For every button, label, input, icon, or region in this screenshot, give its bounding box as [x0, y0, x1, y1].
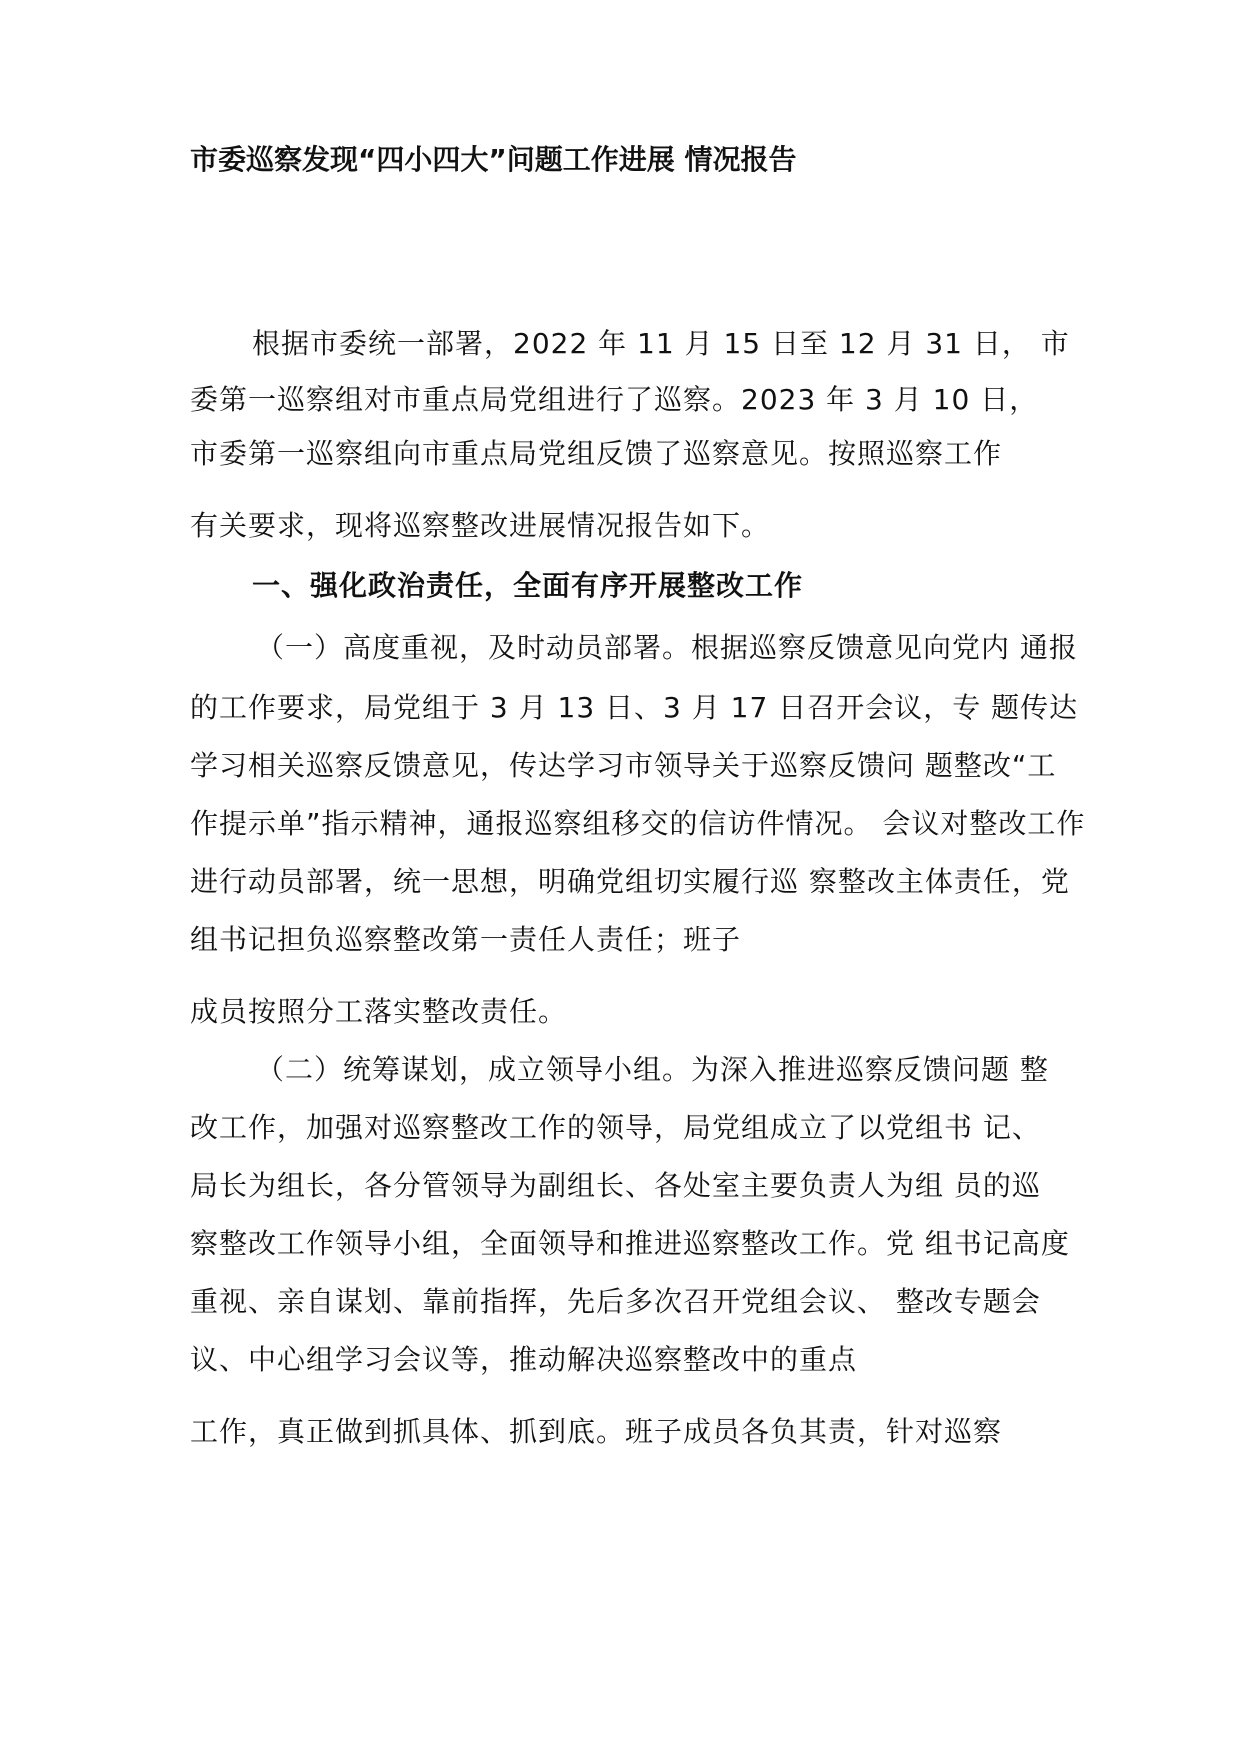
paragraph-line: 议、中心组学习会议等，推动解决巡察整改中的重点 [190, 1343, 858, 1376]
paragraph-line: （一）高度重视，及时动员部署。根据巡察反馈意见向党内 通报 [256, 631, 1078, 664]
paragraph-line: 作提示单”指示精神，通报巡察组移交的信访件情况。 会议对整改工作 [190, 807, 1086, 840]
paragraph-line: 市委第一巡察组向市重点局党组反馈了巡察意见。按照巡察工作 [190, 437, 1003, 470]
paragraph-line: 工作，真正做到抓具体、抓到底。班子成员各负其责，针对巡察 [190, 1415, 1003, 1448]
paragraph-line: 学习相关巡察反馈意见，传达学习市领导关于巡察反馈问 题整改“工 [190, 749, 1057, 782]
paragraph-line: 局长为组长，各分管领导为副组长、各处室主要负责人为组 员的巡 [190, 1169, 1041, 1202]
paragraph-line: 重视、亲自谋划、靠前指挥，先后多次召开党组会议、 整改专题会 [190, 1285, 1041, 1318]
paragraph-line: 成员按照分工落实整改责任。 [190, 995, 568, 1028]
paragraph-line: 有关要求，现将巡察整改进展情况报告如下。 [190, 509, 771, 542]
paragraph-line: 根据市委统一部署，2022 年 11 月 15 日至 12 月 31 日， 市 [252, 327, 1070, 360]
section-heading: 一、强化政治责任，全面有序开展整改工作 [252, 569, 804, 602]
document-title: 市委巡察发现“四小四大”问题工作进展 情况报告 [190, 143, 797, 176]
paragraph-line: 组书记担负巡察整改第一责任人责任；班子 [190, 923, 742, 956]
paragraph-line: 的工作要求，局党组于 3 月 13 日、3 月 17 日召开会议，专 题传达 [190, 691, 1079, 724]
paragraph-line: （二）统筹谋划，成立领导小组。为深入推进巡察反馈问题 整 [256, 1053, 1049, 1086]
paragraph-line: 进行动员部署，统一思想，明确党组切实履行巡 察整改主体责任，党 [190, 865, 1070, 898]
paragraph-line: 委第一巡察组对市重点局党组进行了巡察。2023 年 3 月 10 日， [190, 383, 1039, 416]
paragraph-line: 察整改工作领导小组，全面领导和推进巡察整改工作。党 组书记高度 [190, 1227, 1070, 1260]
paragraph-line: 改工作，加强对巡察整改工作的领导，局党组成立了以党组书 记、 [190, 1111, 1041, 1144]
